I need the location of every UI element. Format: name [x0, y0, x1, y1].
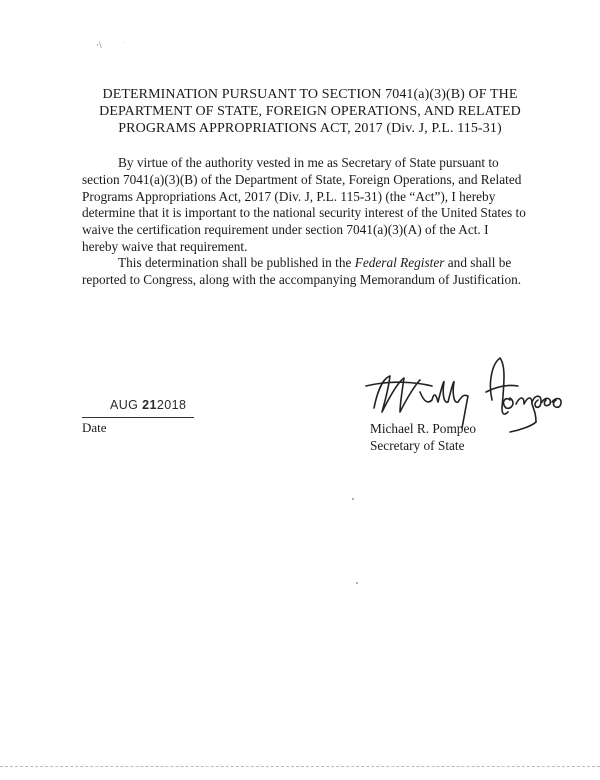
- scan-dot: [356, 582, 358, 584]
- paragraph2-line-1: [82, 255, 532, 272]
- date-stamp: [110, 398, 186, 412]
- title-line-1: DETERMINATION PURSUANT TO SECTION 7041(a)(3)(B) OF THE: [102, 87, 518, 102]
- federal-register-italic: Federal Register: [354, 255, 445, 270]
- page-bottom-edge: [0, 766, 600, 767]
- paragraph1-line-6: hereby waive that requirement.: [82, 238, 248, 254]
- date-stamp-day: 21: [142, 398, 157, 412]
- publication-paragraph: [82, 255, 532, 289]
- paragraph1-line-2: section 7041(a)(3)(B) of the Department of State, Foreign Operations, and Related: [82, 171, 522, 187]
- title-line-3: PROGRAMS APPROPRIATIONS ACT, 2017 (Div. J, P.L. 115-31): [118, 121, 502, 136]
- date-label: Date: [82, 420, 107, 435]
- paragraph2-text-b: and shall be: [444, 255, 512, 270]
- scan-mark: ·\: [96, 40, 102, 50]
- determination-paragraph: [82, 155, 532, 256]
- paragraph1-line-3: Programs Appropriations Act, 2017 (Div. J, P.L. 115-31) (the “Act”), I hereby: [82, 188, 496, 204]
- paragraph1-line-5: waive the certification requirement under section 7041(a)(3)(A) of the Act. I: [82, 222, 489, 238]
- signer-block: [370, 421, 476, 455]
- title-line-2: DEPARTMENT OF STATE, FOREIGN OPERATIONS, AND RELATED: [99, 104, 521, 119]
- paragraph1-line-1: By virtue of the authority vested in me as Secretary of State pursuant to: [118, 155, 499, 170]
- date-stamp-year: 2018: [156, 398, 187, 412]
- paragraph1-line-4: determine that it is important to the national security interest of the United States to: [82, 205, 526, 221]
- signer-title: Secretary of State: [370, 437, 465, 453]
- scan-dot: [352, 498, 354, 500]
- paragraph2-text-a: This determination shall be published in the: [118, 255, 355, 270]
- document-title: [60, 86, 560, 137]
- paragraph2-line-2: reported to Congress, along with the accompanying Memorandum of Justification.: [82, 271, 522, 287]
- signer-name: Michael R. Pompeo: [370, 421, 476, 436]
- date-stamp-month: AUG: [110, 398, 139, 412]
- scan-dot: ·: [123, 40, 125, 46]
- date-underline: [82, 417, 194, 418]
